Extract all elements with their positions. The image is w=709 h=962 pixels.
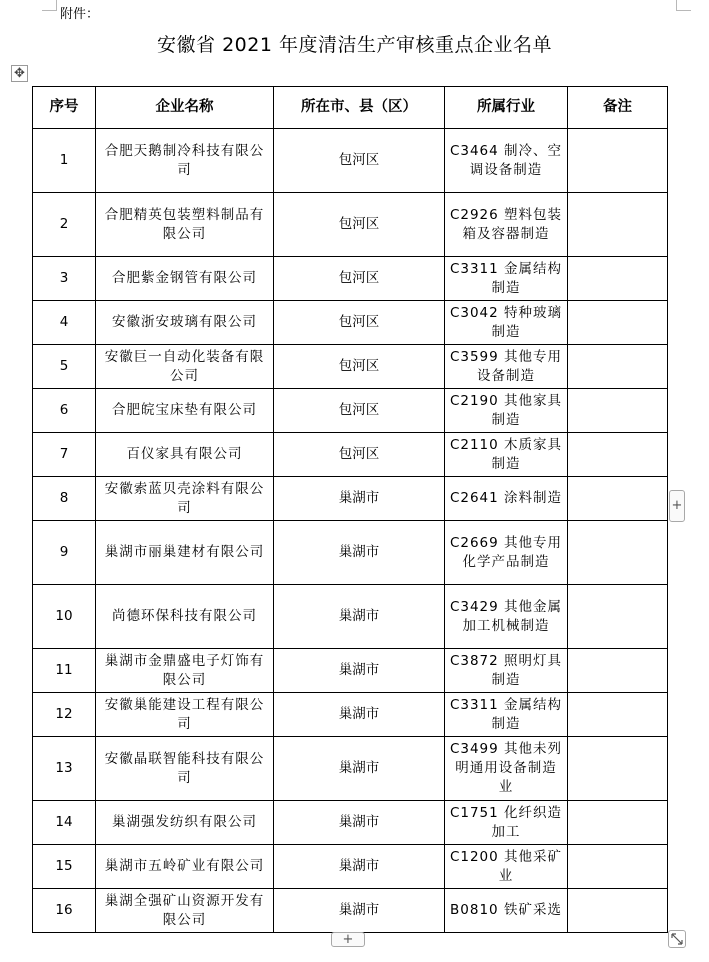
header-industry: 所属行业 [445, 87, 568, 129]
cell-region[interactable]: 包河区 [274, 257, 445, 301]
cell-remark[interactable] [568, 521, 668, 585]
header-region: 所在市、县（区） [274, 87, 445, 129]
cell-industry[interactable]: C2641 涂料制造 [445, 477, 568, 521]
page-corner-mark-left [42, 0, 57, 11]
page-corner-mark-right [676, 0, 691, 11]
cell-industry[interactable]: C3311 金属结构制造 [445, 257, 568, 301]
cell-company[interactable]: 尚德环保科技有限公司 [96, 585, 274, 649]
cell-region[interactable]: 巢湖市 [274, 585, 445, 649]
cell-remark[interactable] [568, 889, 668, 933]
move-arrows-icon: ✥ [14, 66, 25, 81]
table-move-handle[interactable] [11, 65, 28, 82]
table-row [33, 521, 668, 585]
cell-region[interactable]: 包河区 [274, 129, 445, 193]
cell-company[interactable]: 巢湖市五岭矿业有限公司 [96, 845, 274, 889]
cell-remark[interactable] [568, 845, 668, 889]
cell-serial[interactable]: 15 [33, 845, 96, 889]
cell-region[interactable]: 包河区 [274, 301, 445, 345]
cell-serial[interactable]: 3 [33, 257, 96, 301]
plus-icon: + [342, 932, 354, 947]
cell-company[interactable]: 巢湖市金鼎盛电子灯饰有限公司 [96, 649, 274, 693]
table-row [33, 649, 668, 693]
cell-serial[interactable]: 5 [33, 345, 96, 389]
attachment-label: 附件： [60, 7, 100, 22]
cell-company[interactable]: 安徽晶联智能科技有限公司 [96, 737, 274, 801]
add-column-button[interactable] [669, 490, 685, 522]
plus-icon: + [671, 498, 683, 513]
cell-remark[interactable] [568, 737, 668, 801]
cell-company[interactable]: 安徽巢能建设工程有限公司 [96, 693, 274, 737]
header-remarks: 备注 [568, 87, 668, 129]
cell-company[interactable]: 合肥精英包装塑料制品有限公司 [96, 193, 274, 257]
cell-remark[interactable] [568, 301, 668, 345]
cell-remark[interactable] [568, 477, 668, 521]
header-serial-number: 序号 [33, 87, 96, 129]
cell-industry[interactable]: C2926 塑料包装箱及容器制造 [445, 193, 568, 257]
cell-company[interactable]: 安徽索蓝贝壳涂料有限公司 [96, 477, 274, 521]
cell-industry[interactable]: C3042 特种玻璃制造 [445, 301, 568, 345]
cell-serial[interactable]: 7 [33, 433, 96, 477]
cell-serial[interactable]: 8 [33, 477, 96, 521]
add-row-button[interactable] [331, 932, 365, 947]
cell-region[interactable]: 巢湖市 [274, 801, 445, 845]
table-row [33, 345, 668, 389]
cell-serial[interactable]: 13 [33, 737, 96, 801]
cell-region[interactable]: 巢湖市 [274, 477, 445, 521]
cell-company[interactable]: 合肥皖宝床垫有限公司 [96, 389, 274, 433]
table-row [33, 433, 668, 477]
table-row [33, 389, 668, 433]
header-company-name: 企业名称 [96, 87, 274, 129]
cell-region[interactable]: 巢湖市 [274, 845, 445, 889]
cell-remark[interactable] [568, 585, 668, 649]
table-row [33, 585, 668, 649]
cell-company[interactable]: 合肥紫金钢管有限公司 [96, 257, 274, 301]
table-row [33, 801, 668, 845]
cell-industry[interactable]: B0810 铁矿采选 [445, 889, 568, 933]
cell-remark[interactable] [568, 345, 668, 389]
document-title: 安徽省 2021 年度清洁生产审核重点企业名单 [157, 34, 552, 56]
cell-region[interactable]: 巢湖市 [274, 737, 445, 801]
table-row [33, 737, 668, 801]
cell-serial[interactable]: 9 [33, 521, 96, 585]
cell-company[interactable]: 安徽浙安玻璃有限公司 [96, 301, 274, 345]
cell-serial[interactable]: 11 [33, 649, 96, 693]
cell-serial[interactable]: 1 [33, 129, 96, 193]
cell-region[interactable]: 巢湖市 [274, 649, 445, 693]
table-row [33, 301, 668, 345]
cell-industry[interactable]: C3429 其他金属加工机械制造 [445, 585, 568, 649]
cell-remark[interactable] [568, 193, 668, 257]
cell-industry[interactable]: C3499 其他未列明通用设备制造业 [445, 737, 568, 801]
cell-industry[interactable]: C3464 制冷、空调设备制造 [445, 129, 568, 193]
cell-industry[interactable]: C2669 其他专用化学产品制造 [445, 521, 568, 585]
cell-industry[interactable]: C3599 其他专用设备制造 [445, 345, 568, 389]
table-row [33, 477, 668, 521]
cell-serial[interactable]: 6 [33, 389, 96, 433]
cell-remark[interactable] [568, 801, 668, 845]
cell-region[interactable]: 巢湖市 [274, 521, 445, 585]
table-row [33, 257, 668, 301]
cell-industry[interactable]: C1200 其他采矿业 [445, 845, 568, 889]
table-row [33, 693, 668, 737]
cell-remark[interactable] [568, 257, 668, 301]
cell-company[interactable]: 巢湖强发纺织有限公司 [96, 801, 274, 845]
cell-serial[interactable]: 16 [33, 889, 96, 933]
table-resize-handle[interactable] [668, 930, 686, 948]
cell-serial[interactable]: 14 [33, 801, 96, 845]
cell-region[interactable]: 巢湖市 [274, 693, 445, 737]
cell-remark[interactable] [568, 389, 668, 433]
cell-industry[interactable]: C2110 木质家具制造 [445, 433, 568, 477]
cell-remark[interactable] [568, 693, 668, 737]
cell-serial[interactable]: 10 [33, 585, 96, 649]
cell-region[interactable]: 包河区 [274, 193, 445, 257]
cell-remark[interactable] [568, 649, 668, 693]
cell-industry[interactable]: C3311 金属结构制造 [445, 693, 568, 737]
resize-diagonal-icon [669, 931, 685, 947]
cell-remark[interactable] [568, 129, 668, 193]
cell-company[interactable]: 巢湖全强矿山资源开发有限公司 [96, 889, 274, 933]
cell-company[interactable]: 百仪家具有限公司 [96, 433, 274, 477]
cell-region[interactable]: 包河区 [274, 389, 445, 433]
cell-region[interactable]: 包河区 [274, 345, 445, 389]
table-row [33, 129, 668, 193]
cell-region[interactable]: 包河区 [274, 433, 445, 477]
table-row [33, 193, 668, 257]
enterprise-table [32, 86, 668, 933]
cell-serial[interactable]: 12 [33, 693, 96, 737]
table-row [33, 889, 668, 933]
cell-region[interactable]: 巢湖市 [274, 889, 445, 933]
cell-company[interactable]: 安徽巨一自动化装备有限公司 [96, 345, 274, 389]
cell-industry[interactable]: C3872 照明灯具制造 [445, 649, 568, 693]
cell-industry[interactable]: C2190 其他家具制造 [445, 389, 568, 433]
cell-company[interactable]: 合肥天鹅制冷科技有限公司 [96, 129, 274, 193]
cell-industry[interactable]: C1751 化纤织造加工 [445, 801, 568, 845]
table-row [33, 845, 668, 889]
cell-remark[interactable] [568, 433, 668, 477]
cell-serial[interactable]: 2 [33, 193, 96, 257]
table-header-row [33, 87, 668, 129]
cell-company[interactable]: 巢湖市丽巢建材有限公司 [96, 521, 274, 585]
cell-serial[interactable]: 4 [33, 301, 96, 345]
